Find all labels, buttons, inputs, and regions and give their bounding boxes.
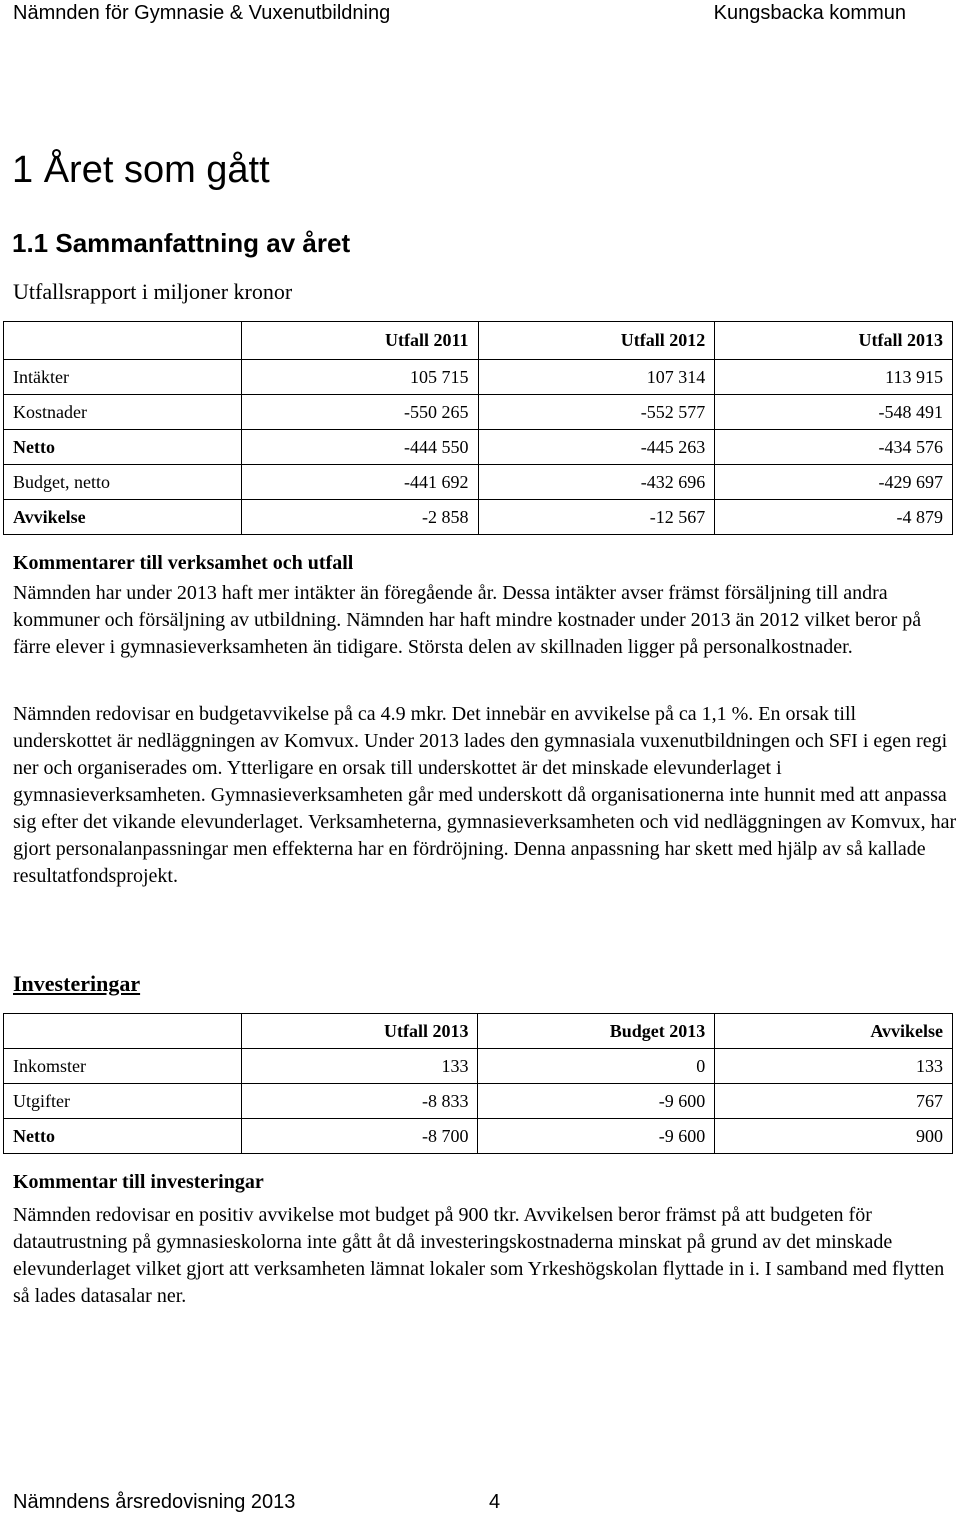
table-cell: -429 697	[715, 465, 953, 500]
row-label: Avvikelse	[4, 500, 242, 535]
table-cell: -441 692	[241, 465, 478, 500]
table-header-cell: Utfall 2012	[478, 322, 715, 360]
table-cell: 767	[715, 1084, 953, 1119]
table-header-row	[4, 322, 953, 360]
table-header-cell: Avvikelse	[715, 1014, 953, 1049]
table-header-cell: Utfall 2013	[241, 1014, 478, 1049]
table-row	[4, 360, 953, 395]
page-header	[13, 2, 906, 25]
table-cell: -8 700	[241, 1119, 478, 1154]
table-cell: -550 265	[241, 395, 478, 430]
row-label: Utgifter	[4, 1084, 242, 1119]
investeringar-title: Investeringar	[13, 971, 141, 996]
row-label: Inkomster	[4, 1049, 242, 1084]
kommentar-paragraph-1: Nämnden har under 2013 haft mer intäkter än föregående år. Dessa intäkter avser främst försäljning till andra kommuner och försäljning av utbildning. Nämnden har haft mindre kostnader under 2013 än 2012 vilket beror på färre elever i gymnasieverksamheten än tidigare. Största delen av skillnaden ligger på personalkostnader.	[13, 582, 922, 658]
table-cell: -444 550	[241, 430, 478, 465]
table-row	[4, 1119, 953, 1154]
investeringar-table	[3, 1013, 953, 1154]
table-header-cell	[4, 322, 242, 360]
kommentar-investeringar-title: Kommentar till investeringar	[13, 1171, 264, 1193]
table-header-cell: Budget 2013	[478, 1014, 715, 1049]
kommentar-title: Kommentarer till verksamhet och utfall	[13, 552, 354, 574]
table-row	[4, 1084, 953, 1119]
table-cell: 105 715	[241, 360, 478, 395]
table-cell: -9 600	[478, 1084, 715, 1119]
page-number: 4	[489, 1491, 501, 1513]
table-header-cell: Utfall 2013	[715, 322, 953, 360]
utfall-table	[3, 321, 953, 535]
table-row	[4, 500, 953, 535]
table-cell: -434 576	[715, 430, 953, 465]
table-cell: -2 858	[241, 500, 478, 535]
header-left: Nämnden för Gymnasie & Vuxenutbildning	[13, 2, 391, 24]
table-row	[4, 430, 953, 465]
table-cell: -548 491	[715, 395, 953, 430]
kommentar-paragraph-2: Nämnden redovisar en budgetavvikelse på ca 4.9 mkr. Det innebär en avvikelse på ca 1,1 %. En orsak till underskottet är nedläggningen av Komvux. Under 2013 lades den gymnasiala vuxenutbildningen och SFI i egen regi ner och organiserades om. Ytterligare en orsak till underskottet är det minskade elevunderlaget i gymnasieverksamheten. Gymnasieverksamheten går med underskott då organisationerna inte hunnit med att anpassa sig efter det vikande elevunderlaget. Verksamheterna, gymnasieverksamheten och vid nedläggningen av Komvux, har gjort personalanpassningar men effekterna har en fördröjning. Denna anpassning har skett med hjälp av så kallade resultatfondsprojekt.	[13, 703, 957, 887]
header-right: Kungsbacka kommun	[713, 2, 906, 24]
table-cell: 113 915	[715, 360, 953, 395]
page-footer	[13, 1491, 501, 1514]
row-label: Netto	[4, 1119, 242, 1154]
table-cell: 0	[478, 1049, 715, 1084]
row-label: Kostnader	[4, 395, 242, 430]
table-cell: -8 833	[241, 1084, 478, 1119]
table-cell: 900	[715, 1119, 953, 1154]
heading-2: 1.1 Sammanfattning av året	[12, 228, 351, 258]
table-cell: 107 314	[478, 360, 715, 395]
table-header-cell	[4, 1014, 242, 1049]
report-title: Utfallsrapport i miljoner kronor	[13, 279, 293, 304]
table-row	[4, 1049, 953, 1084]
table-header-row	[4, 1014, 953, 1049]
table-row	[4, 465, 953, 500]
row-label: Netto	[4, 430, 242, 465]
row-label: Intäkter	[4, 360, 242, 395]
kommentar-investeringar-paragraph: Nämnden redovisar en positiv avvikelse mot budget på 900 tkr. Avvikelsen beror främst på att budgeten för datautrustning på gymnasieskolorna inte gått åt då investeringskostnaderna minskat på grund av det minskade elevunderlaget vilket gjort att verksamheten lämnat lokaler som Yrkeshögskolan flyttade in i. I samband med flytten så lades datasalar ner.	[13, 1204, 945, 1307]
row-label: Budget, netto	[4, 465, 242, 500]
table-header-cell: Utfall 2011	[241, 322, 478, 360]
table-cell: 133	[241, 1049, 478, 1084]
heading-1: 1 Året som gått	[12, 149, 270, 191]
table-cell: -9 600	[478, 1119, 715, 1154]
table-cell: -445 263	[478, 430, 715, 465]
table-cell: 133	[715, 1049, 953, 1084]
table-cell: -12 567	[478, 500, 715, 535]
footer-title: Nämndens årsredovisning 2013	[13, 1491, 296, 1513]
table-cell: -432 696	[478, 465, 715, 500]
table-row	[4, 395, 953, 430]
table-cell: -4 879	[715, 500, 953, 535]
table-cell: -552 577	[478, 395, 715, 430]
